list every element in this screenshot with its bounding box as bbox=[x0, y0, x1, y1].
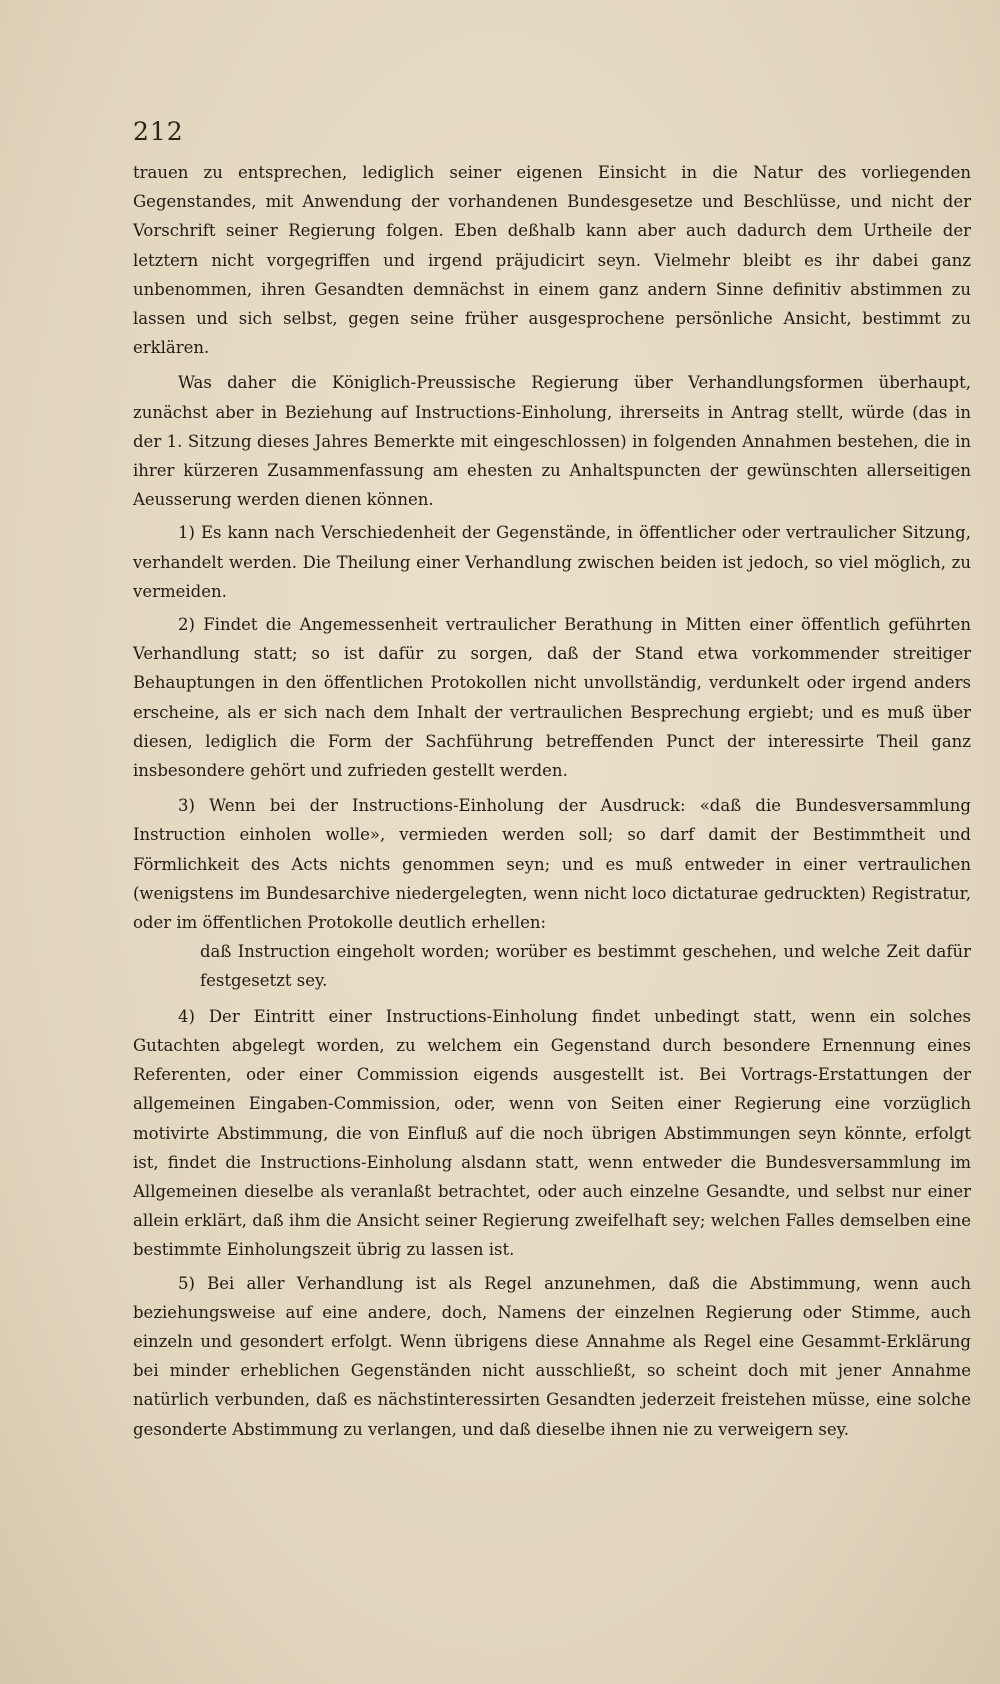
paragraph-proposal-intro: Was daher die Königlich-Preussische Regierung über Verhandlungsformen überhaupt, zunächst aber in Beziehung auf Instructions-Einholung, ihrerseits in Antrag stellt, würde (das in der 1. Sitzung dieses Jahres Bemerkte mit eingeschlossen) in folgenden Annahmen bestehen, die in ihrer kürzeren Zusammenfassung am ehesten zu Anhaltspuncten der gewünschten allerseitigen Aeusserung werden dienen können. bbox=[133, 373, 971, 510]
numbered-item-4: 4) Der Eintritt einer Instructions-Einholung findet unbedingt statt, wenn ein solches Gutachten abgelegt worden, zu welchem ein Gegenstand durch besondere Ernennung eines Referenten, oder einer Commission eigends ausgestellt ist. Bei Vortrags-Erstattungen der allgemeinen Eingaben-Commission, oder, wenn von Seiten einer Regierung eine vorzüglich motivirte Abstimmung, die von Einfluß auf die noch übrigen Abstimmungen seyn könnte, erfolgt ist, findet die Instructions-Einholung alsdann statt, wenn entweder die Bundesversammlung im Allgemeinen dieselbe als veranlaßt betrachtet, oder auch einzelne Gesandte, und selbst nur einer allein erklärt, daß ihm die Ansicht seiner Regierung zweifelhaft sey; welchen Falles demselben eine bestimmte Einholungszeit übrig zu lassen ist. bbox=[133, 1006, 971, 1260]
numbered-item-3: 3) Wenn bei der Instructions-Einholung der Ausdruck: «daß die Bundesversammlung Instruction einholen wolle», vermieden werden soll; so darf damit der Bestimmtheit und Förmlichkeit des Acts nichts genommen seyn; und es muß entweder in einer vertraulichen (wenigstens im Bundesarchive niedergelegten, wenn nicht loco dictaturae gedruckten) Registratur, oder im öffentlichen Protokolle deutlich erhellen: bbox=[133, 796, 971, 933]
body-text bbox=[133, 158, 971, 1444]
numbered-item-5: 5) Bei aller Verhandlung ist als Regel anzunehmen, daß die Abstimmung, wenn auch beziehungsweise auf eine andere, doch, Namens der einzelnen Regierung oder Stimme, auch einzeln und gesondert erfolgt. Wenn übrigens diese Annahme als Regel eine Gesammt-Erklärung bei minder erheblichen Gegenständen nicht ausschließt, so scheint doch mit jener Annahme natürlich verbunden, daß es nächstinteressirten Gesandten jederzeit freistehen müsse, eine solche gesonderte Abstimmung zu verlangen, und daß dieselbe ihnen nie zu verweigern sey. bbox=[133, 1273, 971, 1439]
numbered-item-2: 2) Findet die Angemessenheit vertraulicher Berathung in Mitten einer öffentlich geführten Verhandlung statt; so ist dafür zu sorgen, daß der Stand etwa vorkommender streitiger Behauptungen in den öffentlichen Protokollen nicht unvollständig, verdunkelt oder irgend anders erscheine, als er sich nach dem Inhalt der vertraulichen Besprechung ergiebt; und es muß über diesen, lediglich die Form der Sachführung betreffenden Punct der interessirte Theil ganz insbesondere gehört und zufrieden gestellt werden. bbox=[133, 615, 971, 781]
numbered-item-1: 1) Es kann nach Verschiedenheit der Gegenstände, in öffentlicher oder vertraulicher Sitzung, verhandelt werden. Die Theilung einer Verhandlung zwischen beiden ist jedoch, so viel möglich, zu vermeiden. bbox=[133, 523, 971, 601]
numbered-item-3-quote: daß Instruction eingeholt worden; worüber es bestimmt geschehen, und welche Zeit dafür festgesetzt sey. bbox=[200, 942, 971, 991]
page-number: 212 bbox=[133, 117, 184, 146]
paragraph-continuation: trauen zu entsprechen, lediglich seiner eigenen Einsicht in die Natur des vorliegenden Gegenstandes, mit Anwendung der vorhandenen Bundesgesetze und Beschlüsse, und nicht der Vorschrift seiner Regierung folgen. Eben deßhalb kann aber auch dadurch dem Urtheile der letztern nicht vorgegriffen und irgend präjudicirt seyn. Vielmehr bleibt es ihr dabei ganz unbenommen, ihren Gesandten demnächst in einem ganz andern Sinne definitiv abstimmen zu lassen und sich selbst, gegen seine früher ausgesprochene persönliche Ansicht, bestimmt zu erklären. bbox=[133, 163, 971, 358]
